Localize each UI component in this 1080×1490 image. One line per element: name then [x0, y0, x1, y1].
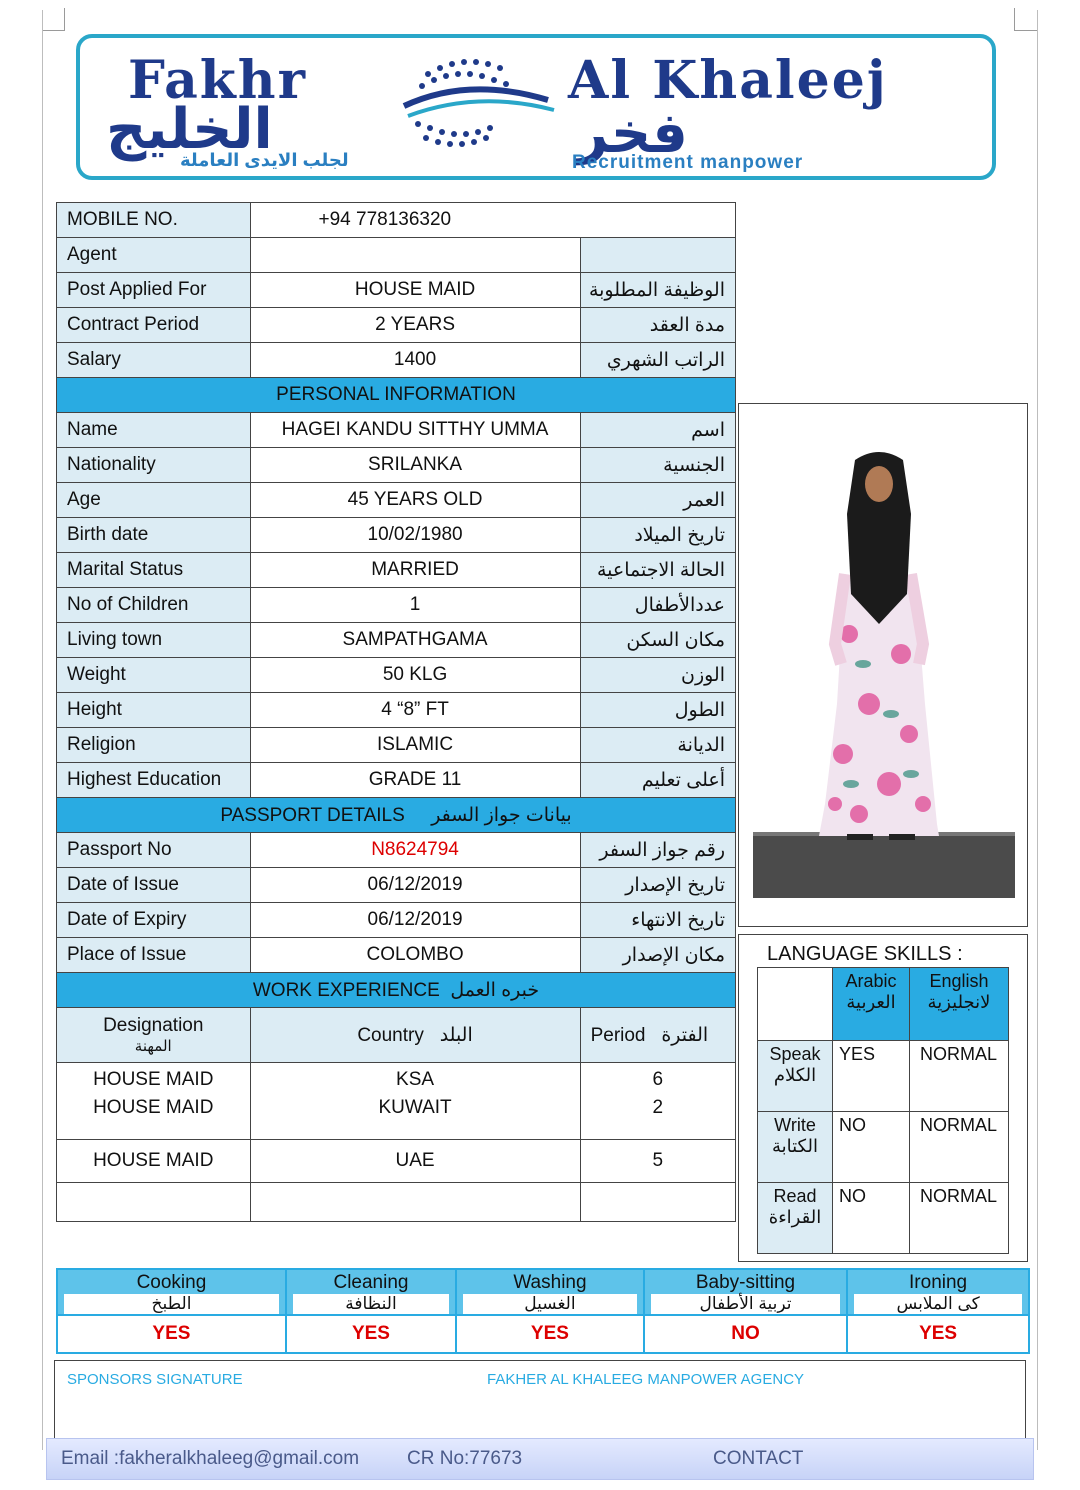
work-header-row	[57, 1008, 736, 1063]
info-row	[57, 448, 736, 483]
skill-name: Ironing	[909, 1272, 968, 1293]
col-label-ar: الفترة	[661, 1024, 709, 1046]
info-row	[57, 903, 736, 938]
info-row	[57, 553, 736, 588]
field-label-ar: أعلى تعليم	[580, 763, 735, 798]
logo-tagline-ar: لجلب الايدى العاملة	[180, 150, 349, 170]
section-title-en: PASSPORT DETAILS	[220, 804, 405, 826]
info-row	[57, 203, 736, 238]
field-label: Highest Education	[57, 763, 251, 798]
field-label-ar: تاريخ الميلاد	[580, 518, 735, 553]
skill-label: Read	[773, 1186, 817, 1206]
skill-header	[847, 1269, 1029, 1315]
language-arabic-level: YES	[833, 1041, 910, 1112]
field-label-ar: الراتب الشهري	[580, 343, 735, 378]
field-label: Living town	[57, 623, 251, 658]
field-value: 06/12/2019	[250, 903, 580, 938]
field-label: Salary	[57, 343, 251, 378]
logo-name-ar-2: فخر	[576, 101, 688, 164]
field-label: Weight	[57, 658, 251, 693]
field-value: HOUSE MAID	[250, 273, 580, 308]
info-row	[57, 588, 736, 623]
skill-name: Cooking	[136, 1272, 207, 1293]
info-row	[57, 273, 736, 308]
work-col-designation	[57, 1008, 251, 1063]
logo-name-en-1: Fakhr	[128, 50, 307, 111]
skill-label: Write	[774, 1115, 816, 1135]
work-empty-cell	[250, 1183, 580, 1222]
work-col-period	[580, 1008, 735, 1063]
section-title-ar: بيانات جواز السفر	[431, 804, 572, 826]
work-period: 6	[580, 1063, 735, 1098]
language-english-level: NORMAL	[910, 1041, 1009, 1112]
language-corner-cell	[758, 968, 833, 1041]
field-label-ar: العمر	[580, 483, 735, 518]
skill-header	[644, 1269, 847, 1315]
work-row	[57, 1140, 736, 1183]
skill-name: Washing	[513, 1272, 587, 1293]
skill-header	[286, 1269, 456, 1315]
section-header-work	[57, 973, 736, 1008]
field-label: Name	[57, 413, 251, 448]
field-label-ar: الطول	[580, 693, 735, 728]
language-col-arabic-label-ar: العربية	[846, 992, 896, 1012]
language-arabic-level: NO	[833, 1183, 910, 1254]
language-col-arabic-label: Arabic	[845, 971, 897, 991]
field-value: SAMPATHGAMA	[250, 623, 580, 658]
field-label: Passport No	[57, 833, 251, 868]
language-skill	[758, 1112, 833, 1183]
skills-table	[56, 1268, 1030, 1354]
info-row	[57, 693, 736, 728]
work-designation: HOUSE MAID	[57, 1063, 251, 1098]
field-value: 1400	[250, 343, 580, 378]
field-value: GRADE 11	[250, 763, 580, 798]
footer-cr-number: CR No:77673	[407, 1448, 523, 1469]
field-label: Place of Issue	[57, 938, 251, 973]
info-row	[57, 238, 736, 273]
skill-header	[57, 1269, 286, 1315]
field-label: Date of Expiry	[57, 903, 251, 938]
field-value: 1	[250, 588, 580, 623]
footer-bar	[46, 1438, 1034, 1480]
skill-name-ar: الغسيل	[463, 1294, 637, 1314]
skill-value: YES	[57, 1315, 286, 1353]
signature-box	[54, 1360, 1026, 1440]
logo-name-en-2: Al Khaleej	[568, 50, 888, 111]
skill-name: Baby-sitting	[695, 1272, 796, 1293]
agency-label: FAKHER AL KHALEEG MANPOWER AGENCY	[487, 1371, 805, 1388]
info-row	[57, 343, 736, 378]
info-row	[57, 938, 736, 973]
field-label-ar: تاريخ الإصدار	[580, 868, 735, 903]
section-title-ar: خبره العمل	[450, 979, 540, 1001]
field-value: MARRIED	[250, 553, 580, 588]
section-header-personal	[57, 378, 736, 413]
applicant-info-table	[56, 202, 736, 1222]
field-label: Date of Issue	[57, 868, 251, 903]
language-row	[758, 1183, 1009, 1254]
field-label: Post Applied For	[57, 273, 251, 308]
language-row	[758, 1041, 1009, 1112]
skill-header	[456, 1269, 644, 1315]
field-label-ar: اسم	[580, 413, 735, 448]
field-label: Contract Period	[57, 308, 251, 343]
field-value: 50 KLG	[250, 658, 580, 693]
skill-name-ar: كى الملابس	[854, 1294, 1022, 1314]
dotted-globe-icon	[398, 46, 558, 156]
skill-label-ar: الكلام	[773, 1065, 817, 1085]
language-row	[758, 1112, 1009, 1183]
field-value: 2 YEARS	[250, 308, 580, 343]
language-skills-table	[757, 967, 1009, 1254]
field-label-ar: تاريخ الانتهاء	[580, 903, 735, 938]
field-value: +94 778136320	[250, 203, 735, 238]
skill-name-ar: الطبخ	[64, 1294, 279, 1314]
info-row	[57, 518, 736, 553]
field-label: Religion	[57, 728, 251, 763]
work-country: KSA	[250, 1063, 580, 1098]
info-row	[57, 483, 736, 518]
field-label: Birth date	[57, 518, 251, 553]
field-value: ISLAMIC	[250, 728, 580, 763]
work-designation: HOUSE MAID	[57, 1097, 251, 1140]
skill-label-ar: الكتابة	[771, 1136, 818, 1156]
work-row-empty	[57, 1183, 736, 1222]
section-title: PERSONAL INFORMATION	[57, 378, 736, 413]
field-label-ar: الوظيفة المطلوبة	[580, 273, 735, 308]
applicant-figure	[739, 404, 1027, 926]
field-value: HAGEI KANDU SITTHY UMMA	[250, 413, 580, 448]
skill-name-ar: النظافة	[293, 1294, 449, 1314]
col-label-ar: المهنة	[134, 1038, 172, 1055]
field-value: N8624794	[250, 833, 580, 868]
col-label-ar: البلد	[439, 1024, 473, 1046]
language-col-english-label: English	[929, 971, 989, 991]
field-label-ar: الحالة الاجتماعية	[580, 553, 735, 588]
field-value: SRILANKA	[250, 448, 580, 483]
col-label: Designation	[103, 1015, 204, 1036]
applicant-photo	[738, 403, 1028, 927]
language-col-english	[910, 968, 1009, 1041]
skill-value: YES	[456, 1315, 644, 1353]
info-row	[57, 413, 736, 448]
work-empty-cell	[580, 1183, 735, 1222]
language-skill	[758, 1041, 833, 1112]
field-label-ar: عددالأطفال	[580, 588, 735, 623]
field-value: COLOMBO	[250, 938, 580, 973]
language-english-level: NORMAL	[910, 1183, 1009, 1254]
skill-value: NO	[644, 1315, 847, 1353]
work-col-country	[250, 1008, 580, 1063]
field-label: Agent	[57, 238, 251, 273]
field-label-ar: الجنسية	[580, 448, 735, 483]
info-row	[57, 658, 736, 693]
language-skills-panel	[738, 934, 1028, 1262]
footer-email: Email :fakheralkhaleeg@gmail.com	[61, 1448, 360, 1469]
section-title	[57, 798, 736, 833]
company-logo	[76, 34, 996, 180]
info-row	[57, 623, 736, 658]
info-row	[57, 308, 736, 343]
work-country: UAE	[250, 1140, 580, 1183]
field-label-ar: الديانة	[580, 728, 735, 763]
section-header-passport	[57, 798, 736, 833]
skill-name-ar: تربية الأطفال	[651, 1294, 840, 1314]
field-label: Age	[57, 483, 251, 518]
language-col-english-label-ar: لانجليزية	[927, 992, 991, 1012]
info-row	[57, 763, 736, 798]
work-row	[57, 1063, 736, 1098]
work-period: 5	[580, 1140, 735, 1183]
language-skill	[758, 1183, 833, 1254]
field-label: Height	[57, 693, 251, 728]
field-value: 4 “8” FT	[250, 693, 580, 728]
language-col-arabic	[833, 968, 910, 1041]
field-value: 06/12/2019	[250, 868, 580, 903]
field-value	[250, 238, 580, 273]
footer-contact: CONTACT	[713, 1448, 804, 1469]
field-label-ar: مكان السكن	[580, 623, 735, 658]
language-english-level: NORMAL	[910, 1112, 1009, 1183]
logo-tagline-en: Recruitment manpower	[572, 152, 804, 173]
info-row	[57, 868, 736, 903]
work-period: 2	[580, 1097, 735, 1140]
field-label-ar: مكان الإصدار	[580, 938, 735, 973]
field-value: 45 YEARS OLD	[250, 483, 580, 518]
col-label: Country	[357, 1024, 424, 1046]
field-label: Marital Status	[57, 553, 251, 588]
field-label-ar	[580, 238, 735, 273]
skill-value: YES	[286, 1315, 456, 1353]
skills-header-row	[57, 1269, 1029, 1315]
info-row	[57, 833, 736, 868]
field-label: No of Children	[57, 588, 251, 623]
work-designation: HOUSE MAID	[57, 1140, 251, 1183]
field-label-ar: الوزن	[580, 658, 735, 693]
skills-value-row	[57, 1315, 1029, 1353]
field-value: 10/02/1980	[250, 518, 580, 553]
work-country: KUWAIT	[250, 1097, 580, 1140]
work-empty-cell	[57, 1183, 251, 1222]
skill-label: Speak	[769, 1044, 821, 1064]
section-title	[57, 973, 736, 1008]
skill-value: YES	[847, 1315, 1029, 1353]
language-skills-title: LANGUAGE SKILLS :	[767, 943, 963, 965]
section-title-en: WORK EXPERIENCE	[252, 979, 440, 1001]
field-label-ar: مدة العقد	[580, 308, 735, 343]
field-label: Nationality	[57, 448, 251, 483]
logo-name-ar-1: الخليج	[106, 97, 273, 160]
field-label-ar: رقم جواز السفر	[580, 833, 735, 868]
language-arabic-level: NO	[833, 1112, 910, 1183]
work-row	[57, 1097, 736, 1140]
col-label: Period	[590, 1024, 646, 1046]
field-label: MOBILE NO.	[57, 203, 251, 238]
skill-label-ar: القراءة	[768, 1207, 822, 1227]
sponsor-signature-label: SPONSORS SIGNATURE	[67, 1371, 243, 1388]
info-row	[57, 728, 736, 763]
skill-name: Cleaning	[333, 1272, 409, 1293]
